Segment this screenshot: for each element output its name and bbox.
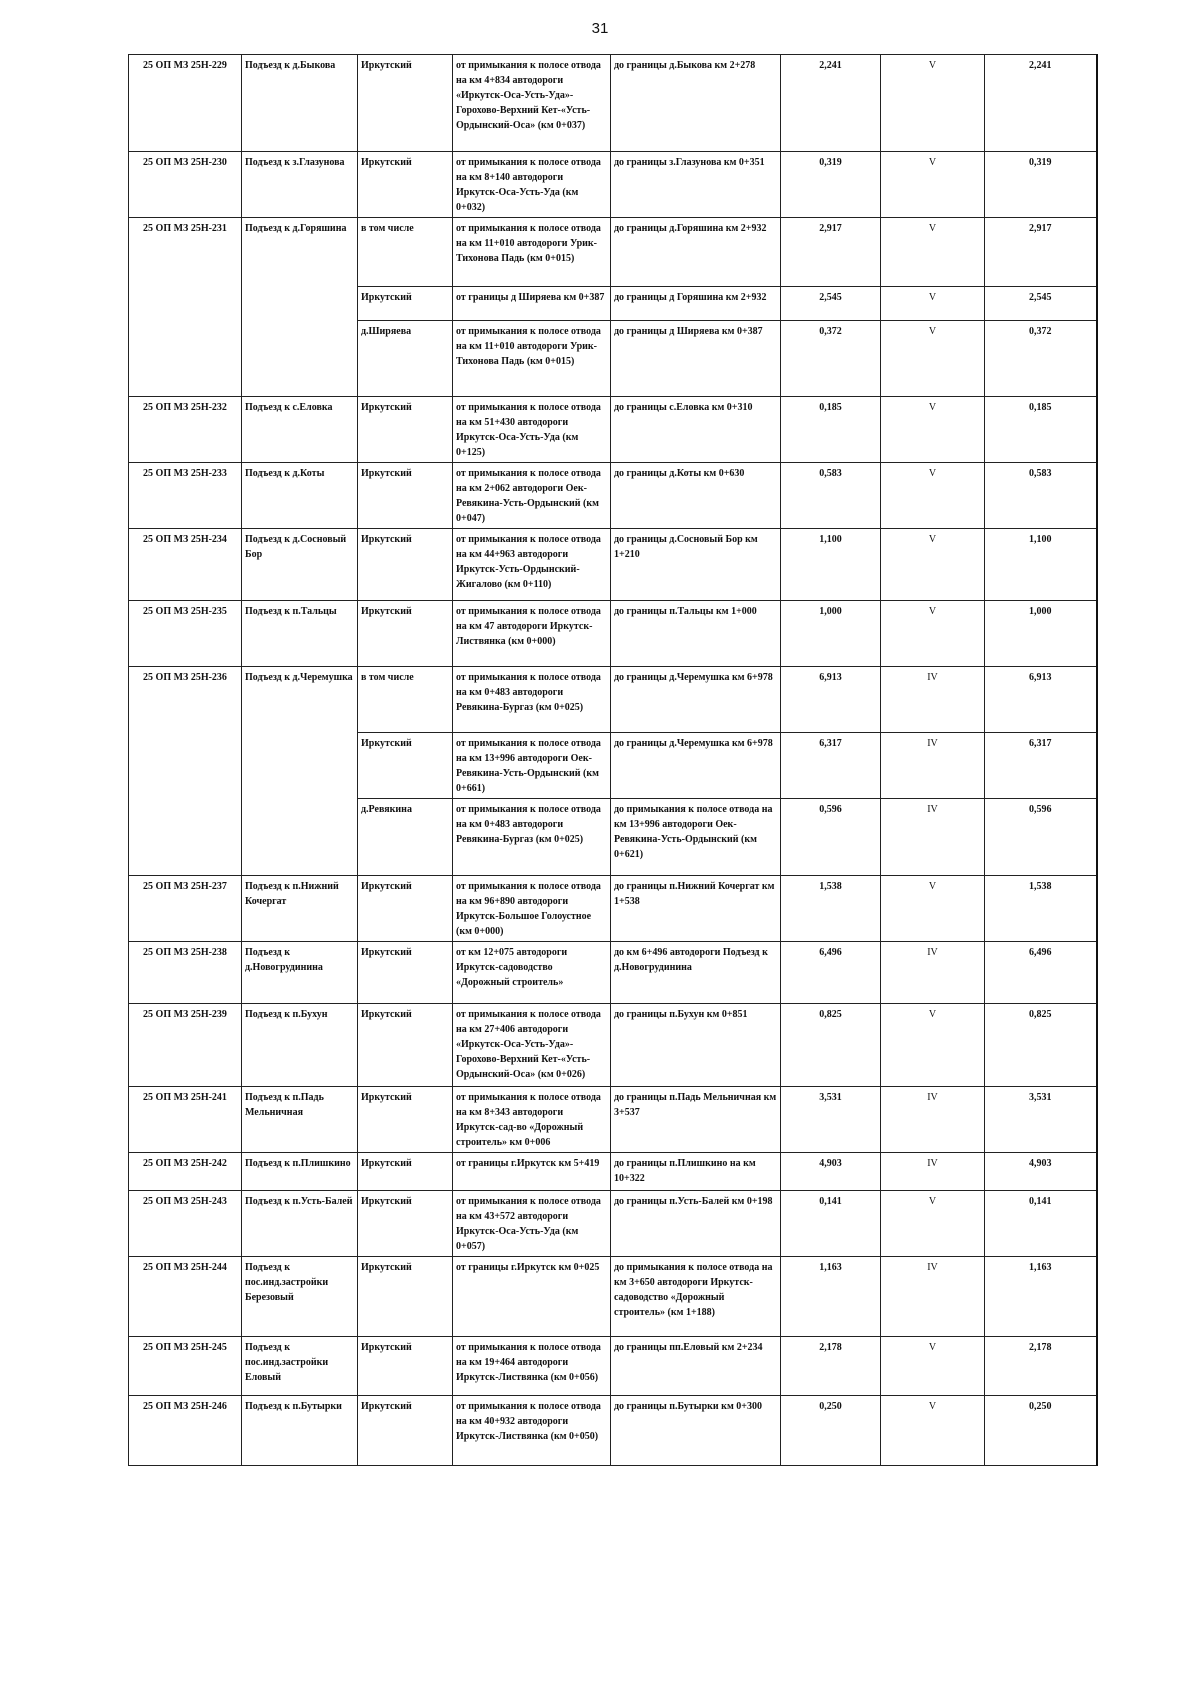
district-cell: Иркутский bbox=[358, 1337, 453, 1396]
category-cell: V bbox=[881, 529, 985, 601]
length-cell: 1,538 bbox=[781, 876, 881, 942]
table-row bbox=[129, 1153, 1097, 1191]
start-point-cell: от примыкания к полосе отвода на км 4+834 автодороги «Иркутск-Оса-Усть-Уда»-Горохово-Верхний Кет-«Усть-Ордынский-Оса» (км 0+037) bbox=[453, 55, 611, 152]
road-name-cell: Подъезд к п.Падь Мельничная bbox=[242, 1087, 358, 1153]
road-code-cell: 25 ОП МЗ 25Н-233 bbox=[129, 463, 242, 529]
table-row bbox=[129, 942, 1097, 1004]
road-name-cell: Подъезд к д.Сосновый Бор bbox=[242, 529, 358, 601]
end-point-cell: до границы д Ширяева км 0+387 bbox=[611, 321, 781, 397]
length-cell: 2,917 bbox=[781, 218, 881, 287]
category-cell: IV bbox=[881, 1257, 985, 1337]
total-length-cell: 0,319 bbox=[985, 152, 1097, 218]
length-cell: 2,241 bbox=[781, 55, 881, 152]
total-length-cell: 2,917 bbox=[985, 218, 1097, 287]
table-row bbox=[129, 1337, 1097, 1396]
table-row bbox=[129, 397, 1097, 463]
table-row bbox=[129, 1257, 1097, 1337]
road-name-cell: Подъезд к пос.инд.застройки Еловый bbox=[242, 1337, 358, 1396]
total-length-cell: 0,372 bbox=[985, 321, 1097, 397]
end-point-cell: до границы п.Падь Мельничная км 3+537 bbox=[611, 1087, 781, 1153]
table-row bbox=[129, 1396, 1097, 1466]
district-cell: д.Ревякина bbox=[358, 799, 453, 876]
district-cell: Иркутский bbox=[358, 529, 453, 601]
district-cell: Иркутский bbox=[358, 1153, 453, 1191]
total-length-cell: 0,185 bbox=[985, 397, 1097, 463]
table-row bbox=[129, 1191, 1097, 1257]
road-name-cell: Подъезд к п.Бухун bbox=[242, 1004, 358, 1087]
district-cell: Иркутский bbox=[358, 1191, 453, 1257]
road-code-cell: 25 ОП МЗ 25Н-245 bbox=[129, 1337, 242, 1396]
end-point-cell: до границы д.Быкова км 2+278 bbox=[611, 55, 781, 152]
road-register-table bbox=[128, 54, 1098, 1466]
length-cell: 1,100 bbox=[781, 529, 881, 601]
road-name-cell: Подъезд к п.Тальцы bbox=[242, 601, 358, 667]
category-cell: V bbox=[881, 218, 985, 287]
end-point-cell: до границы д.Сосновый Бор км 1+210 bbox=[611, 529, 781, 601]
road-code-cell: 25 ОП МЗ 25Н-236 bbox=[129, 667, 242, 876]
road-name-cell: Подъезд к д.Черемушка bbox=[242, 667, 358, 876]
end-point-cell: до границы з.Глазунова км 0+351 bbox=[611, 152, 781, 218]
category-cell: V bbox=[881, 876, 985, 942]
road-name-cell: Подъезд к с.Еловка bbox=[242, 397, 358, 463]
category-cell: IV bbox=[881, 1087, 985, 1153]
category-cell: V bbox=[881, 55, 985, 152]
length-cell: 2,178 bbox=[781, 1337, 881, 1396]
total-length-cell: 0,250 bbox=[985, 1396, 1097, 1466]
table-row bbox=[129, 463, 1097, 529]
district-cell: Иркутский bbox=[358, 1257, 453, 1337]
district-cell: Иркутский bbox=[358, 942, 453, 1004]
length-cell: 3,531 bbox=[781, 1087, 881, 1153]
district-cell: Иркутский bbox=[358, 876, 453, 942]
end-point-cell: до границы п.Тальцы км 1+000 bbox=[611, 601, 781, 667]
start-point-cell: от примыкания к полосе отвода на км 11+010 автодороги Урик-Тихонова Падь (км 0+015) bbox=[453, 321, 611, 397]
district-cell: Иркутский bbox=[358, 1396, 453, 1466]
page-number: 31 bbox=[591, 20, 609, 37]
start-point-cell: от границы г.Иркутск км 0+025 bbox=[453, 1257, 611, 1337]
start-point-cell: от примыкания к полосе отвода на км 47 автодороги Иркутск-Листвянка (км 0+000) bbox=[453, 601, 611, 667]
total-length-cell: 0,596 bbox=[985, 799, 1097, 876]
end-point-cell: до границы с.Еловка км 0+310 bbox=[611, 397, 781, 463]
district-cell: Иркутский bbox=[358, 152, 453, 218]
total-length-cell: 2,241 bbox=[985, 55, 1097, 152]
road-code-cell: 25 ОП МЗ 25Н-232 bbox=[129, 397, 242, 463]
table-row bbox=[129, 1004, 1097, 1087]
start-point-cell: от примыкания к полосе отвода на км 8+140 автодороги Иркутск-Оса-Усть-Уда (км 0+032) bbox=[453, 152, 611, 218]
category-cell: V bbox=[881, 601, 985, 667]
district-cell: д.Ширяева bbox=[358, 321, 453, 397]
table-row bbox=[129, 218, 1097, 287]
length-cell: 0,596 bbox=[781, 799, 881, 876]
end-point-cell: до границы п.Усть-Балей км 0+198 bbox=[611, 1191, 781, 1257]
start-point-cell: от примыкания к полосе отвода на км 19+464 автодороги Иркутск-Листвянка (км 0+056) bbox=[453, 1337, 611, 1396]
road-name-cell: Подъезд к д.Быкова bbox=[242, 55, 358, 152]
start-point-cell: от примыкания к полосе отвода на км 8+343 автодороги Иркутск-сад-во «Дорожный строитель» км 0+006 bbox=[453, 1087, 611, 1153]
start-point-cell: от примыкания к полосе отвода на км 44+963 автодороги Иркутск-Усть-Ордынский-Жигалово (км 0+110) bbox=[453, 529, 611, 601]
length-cell: 6,317 bbox=[781, 733, 881, 799]
end-point-cell: до границы д.Коты км 0+630 bbox=[611, 463, 781, 529]
category-cell: V bbox=[881, 1396, 985, 1466]
length-cell: 2,545 bbox=[781, 287, 881, 321]
road-code-cell: 25 ОП МЗ 25Н-229 bbox=[129, 55, 242, 152]
table-row bbox=[129, 601, 1097, 667]
length-cell: 1,000 bbox=[781, 601, 881, 667]
end-point-cell: до границы п.Бухун км 0+851 bbox=[611, 1004, 781, 1087]
start-point-cell: от границы д Ширяева км 0+387 bbox=[453, 287, 611, 321]
table-row bbox=[129, 876, 1097, 942]
category-cell: IV bbox=[881, 667, 985, 733]
end-point-cell: до границы п.Плишкино на км 10+322 bbox=[611, 1153, 781, 1191]
total-length-cell: 6,913 bbox=[985, 667, 1097, 733]
start-point-cell: от примыкания к полосе отвода на км 11+010 автодороги Урик-Тихонова Падь (км 0+015) bbox=[453, 218, 611, 287]
road-code-cell: 25 ОП МЗ 25Н-237 bbox=[129, 876, 242, 942]
total-length-cell: 6,317 bbox=[985, 733, 1097, 799]
start-point-cell: от примыкания к полосе отвода на км 40+932 автодороги Иркутск-Листвянка (км 0+050) bbox=[453, 1396, 611, 1466]
total-length-cell: 2,545 bbox=[985, 287, 1097, 321]
district-cell: Иркутский bbox=[358, 733, 453, 799]
district-cell: Иркутский bbox=[358, 55, 453, 152]
end-point-cell: до границы п.Нижний Кочергат км 1+538 bbox=[611, 876, 781, 942]
length-cell: 6,496 bbox=[781, 942, 881, 1004]
length-cell: 0,583 bbox=[781, 463, 881, 529]
end-point-cell: до границы п.Бутырки км 0+300 bbox=[611, 1396, 781, 1466]
road-name-cell: Подъезд к д.Коты bbox=[242, 463, 358, 529]
road-name-cell: Подъезд к п.Плишкино bbox=[242, 1153, 358, 1191]
category-cell: IV bbox=[881, 1153, 985, 1191]
road-name-cell: Подъезд к п.Бутырки bbox=[242, 1396, 358, 1466]
length-cell: 0,250 bbox=[781, 1396, 881, 1466]
road-code-cell: 25 ОП МЗ 25Н-238 bbox=[129, 942, 242, 1004]
total-length-cell: 1,538 bbox=[985, 876, 1097, 942]
start-point-cell: от примыкания к полосе отвода на км 27+406 автодороги «Иркутск-Оса-Усть-Уда»-Горохово-Верхний Кет-«Усть-Ордынский-Оса» (км 0+026) bbox=[453, 1004, 611, 1087]
start-point-cell: от примыкания к полосе отвода на км 0+483 автодороги Ревякина-Бургаз (км 0+025) bbox=[453, 799, 611, 876]
start-point-cell: от примыкания к полосе отвода на км 51+430 автодороги Иркутск-Оса-Усть-Уда (км 0+125) bbox=[453, 397, 611, 463]
total-length-cell: 3,531 bbox=[985, 1087, 1097, 1153]
total-length-cell: 2,178 bbox=[985, 1337, 1097, 1396]
total-length-cell: 6,496 bbox=[985, 942, 1097, 1004]
end-point-cell: до примыкания к полосе отвода на км 3+650 автодороги Иркутск-садоводство «Дорожный строитель» (км 1+188) bbox=[611, 1257, 781, 1337]
length-cell: 0,319 bbox=[781, 152, 881, 218]
category-cell: IV bbox=[881, 733, 985, 799]
table-row bbox=[129, 152, 1097, 218]
road-code-cell: 25 ОП МЗ 25Н-244 bbox=[129, 1257, 242, 1337]
district-cell: Иркутский bbox=[358, 1004, 453, 1087]
road-code-cell: 25 ОП МЗ 25Н-246 bbox=[129, 1396, 242, 1466]
district-cell: в том числе bbox=[358, 667, 453, 733]
length-cell: 0,141 bbox=[781, 1191, 881, 1257]
district-cell: Иркутский bbox=[358, 397, 453, 463]
road-code-cell: 25 ОП МЗ 25Н-234 bbox=[129, 529, 242, 601]
start-point-cell: от примыкания к полосе отвода на км 96+890 автодороги Иркутск-Большое Голоустное (км 0+000) bbox=[453, 876, 611, 942]
start-point-cell: от примыкания к полосе отвода на км 43+572 автодороги Иркутск-Оса-Усть-Уда (км 0+057) bbox=[453, 1191, 611, 1257]
category-cell: V bbox=[881, 1191, 985, 1257]
road-code-cell: 25 ОП МЗ 25Н-242 bbox=[129, 1153, 242, 1191]
total-length-cell: 4,903 bbox=[985, 1153, 1097, 1191]
end-point-cell: до границы д.Черемушка км 6+978 bbox=[611, 667, 781, 733]
start-point-cell: от примыкания к полосе отвода на км 2+062 автодороги Оек-Ревякина-Усть-Ордынский (км 0+047) bbox=[453, 463, 611, 529]
road-name-cell: Подъезд к з.Глазунова bbox=[242, 152, 358, 218]
total-length-cell: 0,141 bbox=[985, 1191, 1097, 1257]
category-cell: V bbox=[881, 1337, 985, 1396]
total-length-cell: 0,583 bbox=[985, 463, 1097, 529]
road-code-cell: 25 ОП МЗ 25Н-241 bbox=[129, 1087, 242, 1153]
start-point-cell: от примыкания к полосе отвода на км 13+996 автодороги Оек-Ревякина-Усть-Ордынский (км 0+661) bbox=[453, 733, 611, 799]
category-cell: V bbox=[881, 463, 985, 529]
end-point-cell: до примыкания к полосе отвода на км 13+996 автодороги Оек-Ревякина-Усть-Ордынский (км 0+621) bbox=[611, 799, 781, 876]
end-point-cell: до км 6+496 автодороги Подъезд к д.Новогрудинина bbox=[611, 942, 781, 1004]
start-point-cell: от км 12+075 автодороги Иркутск-садоводство «Дорожный строитель» bbox=[453, 942, 611, 1004]
end-point-cell: до границы д Горяшина км 2+932 bbox=[611, 287, 781, 321]
start-point-cell: от примыкания к полосе отвода на км 0+483 автодороги Ревякина-Бургаз (км 0+025) bbox=[453, 667, 611, 733]
table-row bbox=[129, 667, 1097, 733]
start-point-cell: от границы г.Иркутск км 5+419 bbox=[453, 1153, 611, 1191]
length-cell: 0,185 bbox=[781, 397, 881, 463]
table-row bbox=[129, 529, 1097, 601]
length-cell: 1,163 bbox=[781, 1257, 881, 1337]
category-cell: IV bbox=[881, 942, 985, 1004]
end-point-cell: до границы пп.Еловый км 2+234 bbox=[611, 1337, 781, 1396]
road-name-cell: Подъезд к п.Нижний Кочергат bbox=[242, 876, 358, 942]
road-code-cell: 25 ОП МЗ 25Н-230 bbox=[129, 152, 242, 218]
category-cell: V bbox=[881, 1004, 985, 1087]
road-code-cell: 25 ОП МЗ 25Н-243 bbox=[129, 1191, 242, 1257]
category-cell: V bbox=[881, 287, 985, 321]
road-name-cell: Подъезд к д.Горяшина bbox=[242, 218, 358, 397]
total-length-cell: 1,000 bbox=[985, 601, 1097, 667]
length-cell: 6,913 bbox=[781, 667, 881, 733]
table-row bbox=[129, 55, 1097, 152]
district-cell: Иркутский bbox=[358, 601, 453, 667]
total-length-cell: 1,100 bbox=[985, 529, 1097, 601]
total-length-cell: 1,163 bbox=[985, 1257, 1097, 1337]
road-code-cell: 25 ОП МЗ 25Н-235 bbox=[129, 601, 242, 667]
district-cell: Иркутский bbox=[358, 463, 453, 529]
total-length-cell: 0,825 bbox=[985, 1004, 1097, 1087]
category-cell: V bbox=[881, 321, 985, 397]
district-cell: Иркутский bbox=[358, 1087, 453, 1153]
category-cell: IV bbox=[881, 799, 985, 876]
length-cell: 0,372 bbox=[781, 321, 881, 397]
road-name-cell: Подъезд к пос.инд.застройки Березовый bbox=[242, 1257, 358, 1337]
road-code-cell: 25 ОП МЗ 25Н-239 bbox=[129, 1004, 242, 1087]
road-name-cell: Подъезд к д.Новогрудинина bbox=[242, 942, 358, 1004]
category-cell: V bbox=[881, 397, 985, 463]
road-code-cell: 25 ОП МЗ 25Н-231 bbox=[129, 218, 242, 397]
district-cell: Иркутский bbox=[358, 287, 453, 321]
district-cell: в том числе bbox=[358, 218, 453, 287]
road-name-cell: Подъезд к п.Усть-Балей bbox=[242, 1191, 358, 1257]
table-row bbox=[129, 1087, 1097, 1153]
length-cell: 0,825 bbox=[781, 1004, 881, 1087]
category-cell: V bbox=[881, 152, 985, 218]
end-point-cell: до границы д.Горяшина км 2+932 bbox=[611, 218, 781, 287]
end-point-cell: до границы д.Черемушка км 6+978 bbox=[611, 733, 781, 799]
length-cell: 4,903 bbox=[781, 1153, 881, 1191]
